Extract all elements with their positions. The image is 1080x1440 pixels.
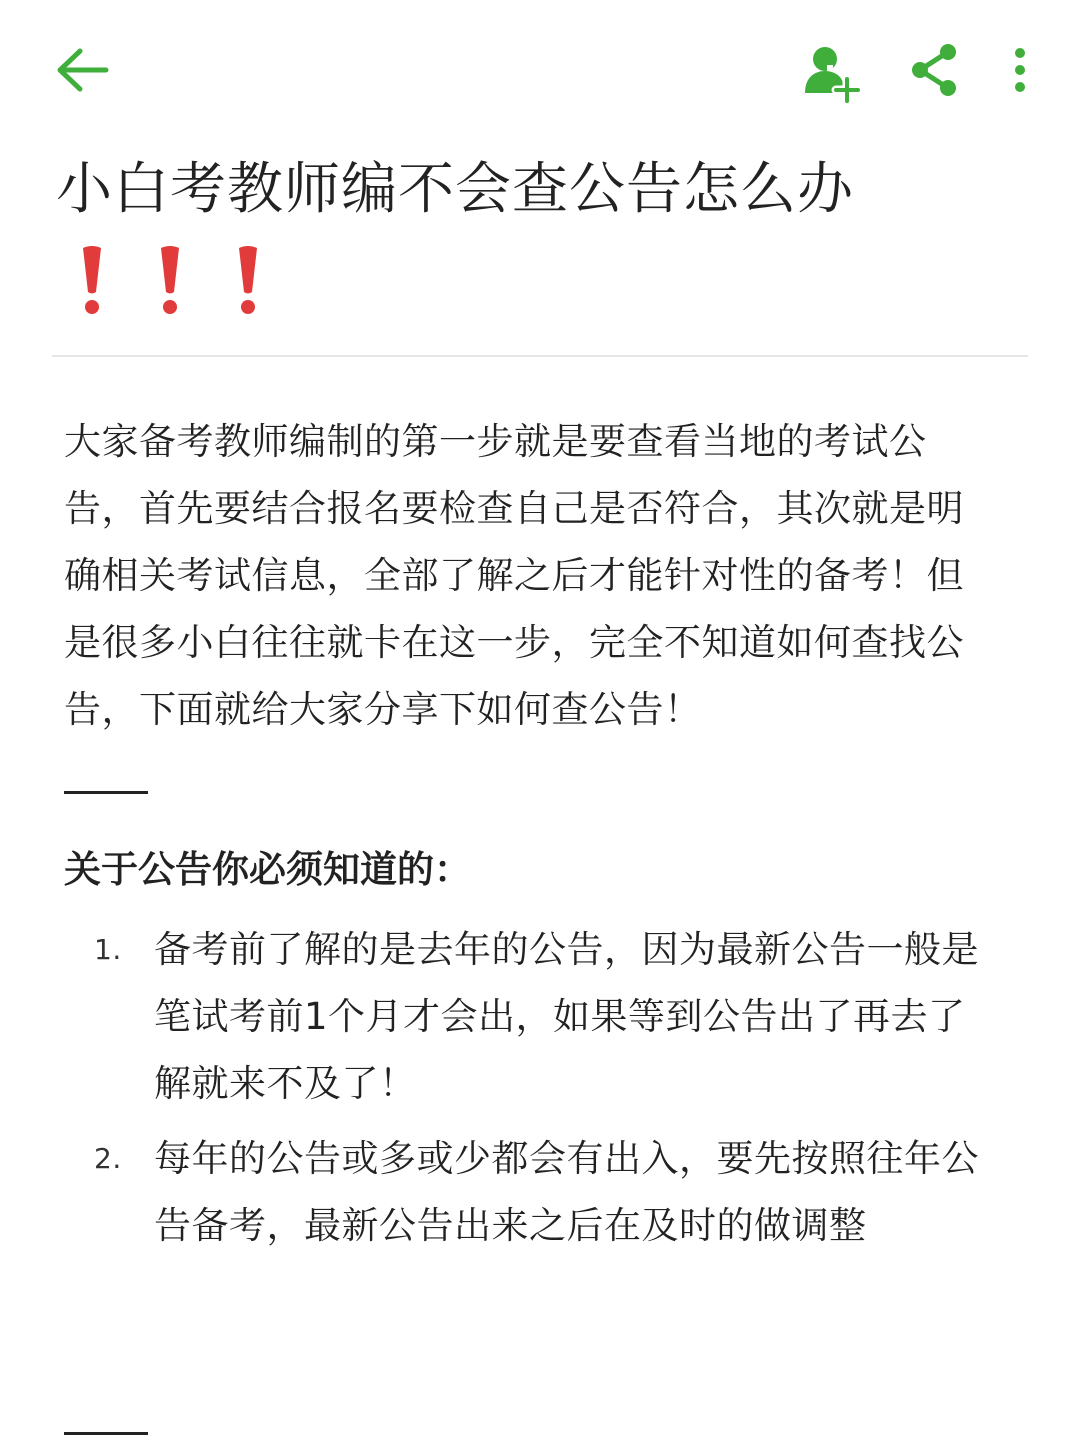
title-emoji: [72, 244, 268, 318]
list-item-text: 每年的公告或多或少都会有出入，要先按照往年公告备考，最新公告出来之后在及时的做调整: [154, 1137, 979, 1247]
user-plus-icon: [801, 41, 863, 103]
tips-list: [64, 916, 996, 1259]
back-button[interactable]: [50, 42, 114, 98]
red-exclamation-icon: [228, 244, 268, 316]
share-button[interactable]: [904, 40, 964, 100]
title-divider: [52, 355, 1028, 357]
list-item: [64, 1125, 996, 1259]
intro-paragraph: 大家备考教师编制的第一步就是要查看当地的考试公告，首先要结合报名要检查自己是否符合，其次就是明确相关考试信息，全部了解之后才能针对性的备考！但是很多小白往往就卡在这一步，完全不知道如何查找公告，下面就给大家分享下如何查公告！: [64, 420, 964, 731]
add-friend-button[interactable]: [800, 40, 864, 104]
share-icon: [908, 42, 960, 98]
red-exclamation-icon: [72, 244, 112, 316]
more-options-button[interactable]: [1002, 40, 1038, 100]
list-item: [64, 916, 996, 1117]
article-title: 小白考教师编不会查公告怎么办: [56, 157, 854, 222]
section-separator: [64, 1432, 148, 1435]
arrow-left-icon: [54, 46, 110, 94]
list-item-number: 2.: [94, 1142, 122, 1175]
list-item-text: 备考前了解的是去年的公告，因为最新公告一般是笔试考前1个月才会出，如果等到公告出了再去了解就来不及了！: [154, 928, 979, 1105]
red-exclamation-icon: [150, 244, 190, 316]
top-bar: [0, 0, 1080, 140]
list-item-number: 1.: [94, 933, 122, 966]
section-heading: 关于公告你必须知道的：: [64, 848, 471, 891]
more-vertical-icon: [1013, 47, 1027, 93]
article-body: [64, 408, 996, 1267]
section-separator: [64, 791, 148, 794]
